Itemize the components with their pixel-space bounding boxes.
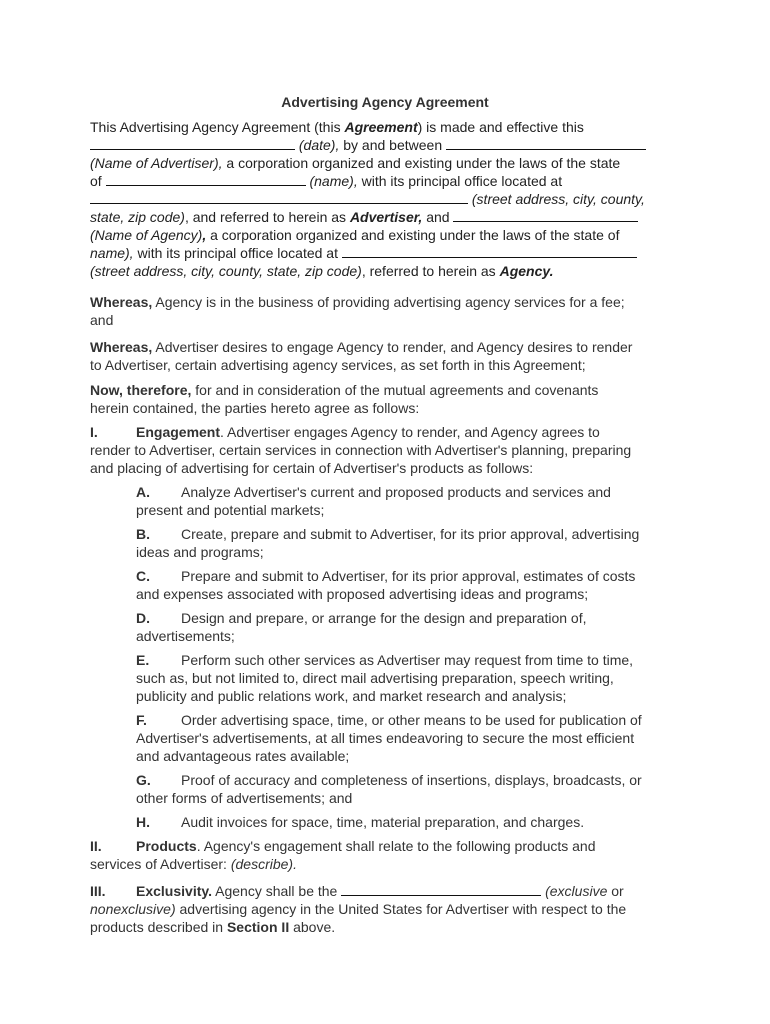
- agency-term: Agency.: [499, 263, 554, 279]
- advertiser-address-blank[interactable]: [90, 191, 468, 204]
- paragraph-text: to Advertiser, certain advertising agency services, as set forth in this Agreement;: [90, 357, 586, 373]
- item-text: Prepare and submit to Advertiser, for its prior approval, estimates of costs: [181, 568, 636, 584]
- section-engagement: [90, 423, 685, 477]
- item-text: Create, prepare and submit to Advertiser, for its prior approval, advertising: [181, 526, 640, 542]
- item-text: publicity and public relations work, and market research and analysis;: [136, 688, 567, 704]
- paragraph-text: for and in consideration of the mutual agreements and covenants: [191, 382, 599, 398]
- agreement-term: Agreement: [344, 119, 418, 135]
- state-hint: (name),: [309, 173, 358, 189]
- list-item: [136, 711, 685, 765]
- paragraph-text: and: [90, 312, 114, 328]
- advertiser-name-blank[interactable]: [446, 137, 646, 150]
- item-letter: A.: [136, 484, 150, 500]
- describe-hint: (describe).: [230, 856, 297, 872]
- document-body: [90, 118, 685, 936]
- item-text: present and potential markets;: [136, 502, 325, 518]
- paragraph-text: services of Advertiser:: [90, 856, 231, 872]
- intro-text: with its principal office located at: [133, 245, 342, 261]
- exclusivity-hint: (exclusive: [545, 883, 608, 899]
- section-number: III.: [90, 883, 106, 899]
- whereas-paragraph-2: [90, 338, 685, 374]
- item-text: other forms of advertisements; and: [136, 790, 353, 806]
- intro-text: , and referred to herein as: [184, 209, 350, 225]
- intro-text: ) is made and effective this: [417, 119, 584, 135]
- paragraph-text: advertising agency in the United States for Advertiser with respect to the: [175, 901, 627, 917]
- intro-text: , referred to herein as: [361, 263, 500, 279]
- list-item: [136, 651, 685, 705]
- list-item: [136, 813, 685, 831]
- paragraph-text: products described in: [90, 919, 227, 935]
- section-heading: Products: [136, 838, 197, 854]
- item-letter: E.: [136, 652, 150, 668]
- document-title: Advertising Agency Agreement: [281, 94, 489, 110]
- now-therefore-label: Now, therefore,: [90, 382, 192, 398]
- paragraph-text: . Advertiser engages Agency to render, and Agency agrees to: [220, 424, 600, 440]
- intro-text: This Advertising Agency Agreement (this: [90, 119, 345, 135]
- item-text: Perform such other services as Advertiser may request from time to time,: [181, 652, 634, 668]
- list-item: [136, 567, 685, 603]
- date-hint: (date),: [298, 137, 340, 153]
- agency-name-hint: (Name of Agency): [90, 227, 203, 243]
- advertiser-name-hint: (Name of Advertiser),: [90, 155, 223, 171]
- exclusivity-hint: nonexclusive): [90, 901, 176, 917]
- paragraph-text: Agency is in the business of providing advertising agency services for a fee;: [152, 294, 625, 310]
- item-letter: F.: [136, 712, 147, 728]
- state-hint: name),: [90, 245, 134, 261]
- agency-address-blank[interactable]: [342, 245, 637, 258]
- intro-text: with its principal office located at: [357, 173, 563, 189]
- advertiser-state-blank[interactable]: [106, 173, 306, 186]
- item-text: and expenses associated with proposed advertising ideas and programs;: [136, 586, 589, 602]
- paragraph-text: Advertiser desires to engage Agency to render, and Agency desires to render: [152, 339, 633, 355]
- section-exclusivity: [90, 882, 685, 936]
- paragraph-text: Agency shall be the: [212, 883, 342, 899]
- date-blank[interactable]: [90, 137, 295, 150]
- section-reference: Section II: [226, 919, 290, 935]
- item-text: Order advertising space, time, or other means to be used for publication of: [181, 712, 642, 728]
- item-text: such as, but not limited to, direct mail advertising preparation, speech writing,: [136, 670, 614, 686]
- list-item: [136, 525, 685, 561]
- item-letter: G.: [136, 772, 151, 788]
- section-heading: Exclusivity.: [136, 883, 213, 899]
- section-products: [90, 837, 685, 873]
- section-heading: Engagement: [136, 424, 221, 440]
- item-text: Analyze Advertiser's current and proposed products and services and: [181, 484, 611, 500]
- engagement-items: [136, 483, 685, 831]
- paragraph-text: . Agency's engagement shall relate to the following products and: [196, 838, 596, 854]
- address-hint: state, zip code): [90, 209, 185, 225]
- intro-text: and: [422, 209, 454, 225]
- item-text: Design and prepare, or arrange for the design and preparation of,: [181, 610, 587, 626]
- comma: ,: [202, 227, 207, 243]
- now-therefore-paragraph: [90, 381, 685, 417]
- paragraph-text: render to Advertiser, certain services in connection with Advertiser's planning, preparing: [90, 442, 632, 458]
- item-letter: B.: [136, 526, 150, 542]
- paragraph-text: above.: [289, 919, 336, 935]
- paragraph-text: herein contained, the parties hereto agree as follows:: [90, 400, 420, 416]
- item-text: ideas and programs;: [136, 544, 264, 560]
- intro-text: a corporation organized and existing under the laws of the state of: [206, 227, 620, 243]
- item-text: Audit invoices for space, time, material preparation, and charges.: [181, 814, 585, 830]
- item-letter: H.: [136, 814, 150, 830]
- intro-text: of: [90, 173, 106, 189]
- whereas-label: Whereas,: [90, 294, 153, 310]
- intro-paragraph: [90, 118, 685, 280]
- intro-text: by and between: [339, 137, 446, 153]
- item-text: Advertiser's advertisements, at all times endeavoring to secure the most efficient: [136, 730, 635, 746]
- item-text: and advantageous rates available;: [136, 748, 350, 764]
- item-letter: C.: [136, 568, 150, 584]
- item-text: advertisements;: [136, 628, 235, 644]
- agency-name-blank[interactable]: [453, 209, 638, 222]
- list-item: [136, 609, 685, 645]
- address-hint: (street address, city, county,: [471, 191, 645, 207]
- advertiser-term: Advertiser,: [349, 209, 423, 225]
- address-hint: (street address, city, county, state, zip code): [90, 263, 362, 279]
- whereas-paragraph-1: [90, 293, 685, 329]
- item-letter: D.: [136, 610, 150, 626]
- list-item: [136, 771, 685, 807]
- section-number: I.: [90, 424, 98, 440]
- paragraph-text: and placing of advertising for certain of Advertiser's products as follows:: [90, 460, 534, 476]
- whereas-label: Whereas,: [90, 339, 153, 355]
- item-text: Proof of accuracy and completeness of insertions, displays, broadcasts, or: [181, 772, 642, 788]
- exclusivity-blank[interactable]: [341, 883, 541, 896]
- paragraph-text: or: [607, 883, 624, 899]
- section-number: II.: [90, 838, 102, 854]
- intro-text: a corporation organized and existing under the laws of the state: [222, 155, 621, 171]
- list-item: [136, 483, 685, 519]
